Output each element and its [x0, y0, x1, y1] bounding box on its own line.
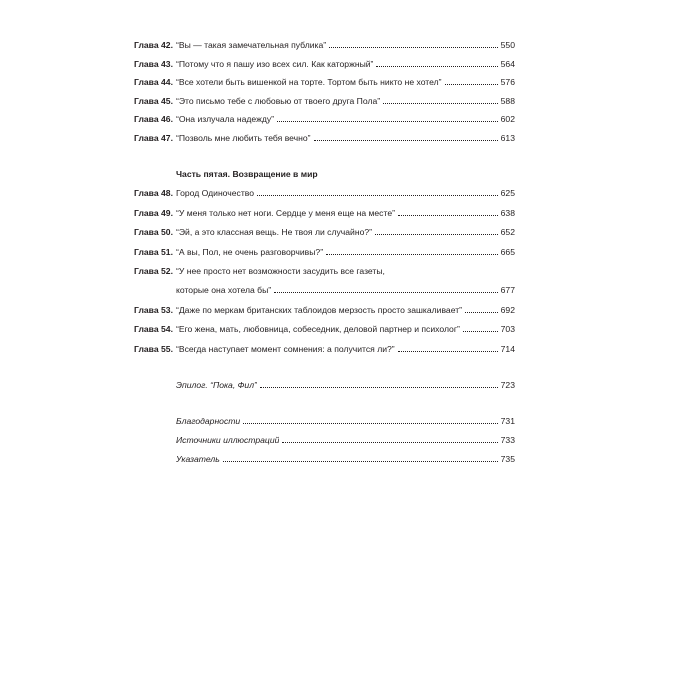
- dot-leader: [223, 460, 498, 462]
- chapter-title-continuation: которые она хотела бы”: [176, 285, 272, 295]
- dot-leader: [463, 330, 498, 332]
- dot-leader: [465, 311, 498, 313]
- chapter-title: “У меня только нет ноги. Сердце у меня еще на месте”: [176, 207, 395, 218]
- chapter-title: “Вы — такая замечательная публика”: [176, 40, 327, 50]
- dot-leader: [282, 441, 497, 443]
- chapter-label: Глава 46.: [134, 114, 173, 124]
- page-number: 652: [500, 227, 515, 237]
- toc-entry-back-matter: [176, 416, 515, 426]
- chapter-title: “Позволь мне любить тебя вечно”: [176, 132, 311, 143]
- back-matter-title: Источники иллюстраций: [176, 435, 280, 445]
- page-number: 550: [500, 40, 515, 50]
- toc-entry: [134, 133, 515, 143]
- chapter-label: Глава 44.: [134, 77, 173, 87]
- chapter-title: “Это письмо тебе с любовью от твоего друга Пола”: [176, 95, 381, 106]
- page-number: 731: [500, 416, 515, 426]
- chapter-label: Глава 51.: [134, 246, 173, 257]
- toc-entry-back-matter: [176, 435, 515, 445]
- page-number: 723: [500, 380, 515, 390]
- toc-entry: [134, 227, 515, 237]
- chapter-label: Глава 49.: [134, 207, 173, 218]
- dot-leader: [243, 422, 497, 424]
- page-number: 625: [500, 188, 515, 198]
- toc-entry-epilogue: [176, 380, 515, 390]
- chapter-title: “Даже по меркам британских таблоидов мерзость просто зашкаливает”: [176, 304, 462, 315]
- chapter-label: Глава 47.: [134, 132, 173, 143]
- dot-leader: [329, 46, 498, 48]
- toc-entry: [134, 344, 515, 354]
- toc-entry: [134, 266, 515, 276]
- dot-leader: [314, 139, 498, 141]
- chapter-label: Глава 43.: [134, 58, 173, 69]
- part-heading: Часть пятая. Возвращение в мир: [176, 169, 318, 179]
- toc-entry: [134, 247, 515, 257]
- dot-leader: [257, 194, 498, 196]
- chapter-title: “Потому что я пашу изо всех сил. Как каторжный”: [176, 58, 374, 69]
- dot-leader: [277, 120, 498, 122]
- chapter-label: Глава 52.: [134, 266, 173, 276]
- page-number: 602: [500, 114, 515, 124]
- toc-entry: [134, 77, 515, 87]
- toc-entry-continuation: [134, 285, 515, 295]
- epilogue-title: Эпилог. “Пока, Фил”: [176, 380, 257, 390]
- page-number: 638: [500, 207, 515, 218]
- toc-entry: [134, 188, 515, 198]
- dot-leader: [260, 386, 498, 388]
- chapter-title: “Она излучала надежду”: [176, 114, 274, 124]
- dot-leader: [376, 65, 497, 67]
- page-number: 564: [500, 58, 515, 69]
- chapter-label: Глава 42.: [134, 40, 173, 50]
- toc-entry: [134, 208, 515, 218]
- dot-leader: [445, 83, 498, 85]
- chapter-title: “Все хотели быть вишенкой на торте. Тортом быть никто не хотел”: [176, 77, 442, 87]
- page-number: 692: [500, 304, 515, 315]
- dot-leader: [398, 214, 498, 216]
- page-number: 613: [500, 132, 515, 143]
- chapter-label: Глава 50.: [134, 227, 173, 237]
- chapter-title: “У нее просто нет возможности засудить все газеты,: [176, 266, 385, 276]
- chapter-title: Город Одиночество: [176, 188, 255, 198]
- back-matter-title: Благодарности: [176, 416, 241, 426]
- chapter-label: Глава 53.: [134, 304, 173, 315]
- toc-entry: [134, 59, 515, 69]
- toc-entry: [134, 324, 515, 334]
- chapter-label: Глава 54.: [134, 324, 173, 334]
- toc-entry-back-matter: [176, 454, 515, 464]
- page-number: 733: [500, 435, 515, 445]
- back-matter-title: Указатель: [176, 454, 220, 464]
- page-number: 588: [500, 95, 515, 106]
- page-number: 703: [500, 324, 515, 334]
- dot-leader: [383, 102, 498, 104]
- chapter-label: Глава 55.: [134, 343, 173, 354]
- dot-leader: [398, 350, 498, 352]
- page-number: 665: [500, 246, 515, 257]
- dot-leader: [274, 291, 498, 293]
- chapter-label: Глава 48.: [134, 188, 173, 198]
- page-number: 735: [500, 454, 515, 464]
- toc-entry: [134, 40, 515, 50]
- chapter-label: Глава 45.: [134, 95, 173, 106]
- page-number: 714: [500, 343, 515, 354]
- chapter-title: “Эй, а это классная вещь. Не твоя ли случайно?”: [176, 227, 372, 237]
- page-number: 677: [500, 285, 515, 295]
- chapter-title: “Его жена, мать, любовница, собеседник, деловой партнер и психолог”: [176, 324, 460, 334]
- chapter-title: “А вы, Пол, не очень разговорчивы?”: [176, 246, 324, 257]
- toc-entry: [134, 114, 515, 124]
- toc-entry: [134, 96, 515, 106]
- dot-leader: [326, 253, 498, 255]
- toc-entry: [134, 305, 515, 315]
- dot-leader: [375, 233, 498, 235]
- page-number: 576: [500, 77, 515, 87]
- chapter-title: “Всегда наступает момент сомнения: а получится ли?”: [176, 343, 395, 354]
